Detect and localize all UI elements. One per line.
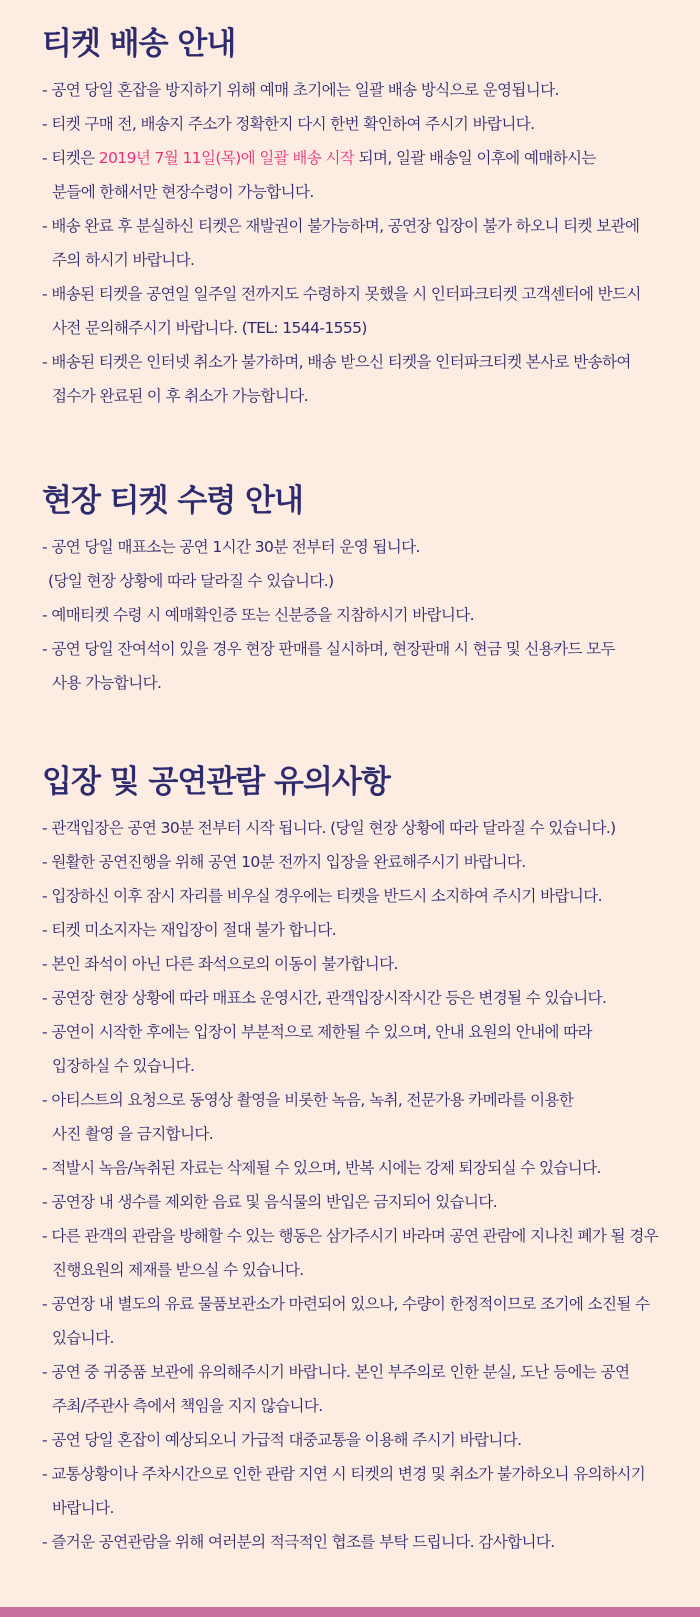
delivery-line-5-cont: 사전 문의해주시기 바랍니다. (TEL: 1544-1555) bbox=[52, 319, 367, 337]
delivery-line-3-cont: 분들에 한해서만 현장수령이 가능합니다. bbox=[52, 183, 314, 201]
onsite-line-1: - 공연 당일 매표소는 공연 1시간 30분 전부터 운영 됩니다. bbox=[42, 538, 420, 556]
notice-line-13: - 공연 중 귀중품 보관에 유의해주시기 바랍니다. 본인 부주의로 인한 분실, 도난 등에는 공연 bbox=[42, 1363, 630, 1381]
notice-line-12: - 공연장 내 별도의 유료 물품보관소가 마련되어 있으나, 수량이 한정적이므로 조기에 소진될 수 bbox=[42, 1295, 650, 1313]
notice-line-7: - 공연이 시작한 후에는 입장이 부분적으로 제한될 수 있으며, 안내 요원의 안내에 따라 bbox=[42, 1023, 592, 1041]
notice-line-9: - 적발시 녹음/녹취된 자료는 삭제될 수 있으며, 반복 시에는 강제 퇴장되실 수 있습니다. bbox=[42, 1159, 601, 1177]
delivery-line-4: - 배송 완료 후 분실하신 티켓은 재발권이 불가능하며, 공연장 입장이 불가 하오니 티켓 보관에 bbox=[42, 217, 640, 235]
notice-line-7-cont: 입장하실 수 있습니다. bbox=[52, 1057, 195, 1075]
onsite-line-1-cont: (당일 현장 상황에 따라 달라질 수 있습니다.) bbox=[48, 572, 334, 590]
notice-line-3: - 입장하신 이후 잠시 자리를 비우실 경우에는 티켓을 반드시 소지하여 주시기 바랍니다. bbox=[42, 887, 602, 905]
notice-line-11: - 다른 관객의 관람을 방해할 수 있는 행동은 삼가주시기 바라며 공연 관람에 지나친 폐가 될 경우 bbox=[42, 1227, 659, 1245]
delivery-section bbox=[42, 22, 672, 413]
notice-line-12-cont: 있습니다. bbox=[52, 1329, 114, 1347]
notice-line-8-cont: 사진 촬영 을 금지합니다. bbox=[52, 1125, 214, 1143]
notice-line-13-cont: 주최/주관사 측에서 책임을 지지 않습니다. bbox=[52, 1397, 323, 1415]
notice-line-11-cont: 진행요원의 제재를 받으실 수 있습니다. bbox=[52, 1261, 304, 1279]
delivery-line-6-cont: 접수가 완료된 이 후 취소가 가능합니다. bbox=[52, 387, 308, 405]
onsite-section bbox=[42, 479, 672, 700]
notice-line-15-cont: 바랍니다. bbox=[52, 1499, 114, 1517]
notice-line-2: - 원활한 공연진행을 위해 공연 10분 전까지 입장을 완료해주시기 바랍니다. bbox=[42, 853, 526, 871]
notice-line-16: - 즐거운 공연관람을 위해 여러분의 적극적인 협조를 부탁 드립니다. 감사합니다. bbox=[42, 1533, 555, 1551]
notice-line-5: - 본인 좌석이 아닌 다른 좌석으로의 이동이 불가합니다. bbox=[42, 955, 398, 973]
onsite-line-3: - 공연 당일 잔여석이 있을 경우 현장 판매를 실시하며, 현장판매 시 현금 및 신용카드 모두 bbox=[42, 640, 615, 658]
notice-line-4: - 티켓 미소지자는 재입장이 절대 불가 합니다. bbox=[42, 921, 336, 939]
notice-line-8: - 아티스트의 요청으로 동영상 촬영을 비롯한 녹음, 녹취, 전문가용 카메라를 이용한 bbox=[42, 1091, 574, 1109]
delivery-line-2: - 티켓 구매 전, 배송지 주소가 정확한지 다시 한번 확인하여 주시기 바랍니다. bbox=[42, 115, 535, 133]
delivery-line-4-cont: 주의 하시기 바랍니다. bbox=[52, 251, 195, 269]
delivery-line-1: - 공연 당일 혼잡을 방지하기 위해 예매 초기에는 일괄 배송 방식으로 운영됩니다. bbox=[42, 81, 559, 99]
onsite-line-3-cont: 사용 가능합니다. bbox=[52, 674, 162, 692]
notice-line-10: - 공연장 내 생수를 제외한 음료 및 음식물의 반입은 금지되어 있습니다. bbox=[42, 1193, 498, 1211]
delivery-date-highlight: 2019년 7월 11일(목)에 일괄 배송 시작 bbox=[98, 149, 355, 167]
delivery-line-3-post: 되며, 일괄 배송일 이후에 예매하시는 bbox=[354, 149, 596, 167]
notice-line-15: - 교통상황이나 주차시간으로 인한 관람 지연 시 티켓의 변경 및 취소가 불가하오니 유의하시기 bbox=[42, 1465, 646, 1483]
delivery-line-3 bbox=[42, 141, 672, 175]
delivery-line-5: - 배송된 티켓을 공연일 일주일 전까지도 수령하지 못했을 시 인터파크티켓 고객센터에 반드시 bbox=[42, 285, 641, 303]
onsite-line-2: - 예매티켓 수령 시 예매확인증 또는 신분증을 지참하시기 바랍니다. bbox=[42, 606, 475, 624]
delivery-line-6: - 배송된 티켓은 인터넷 취소가 불가하며, 배송 받으신 티켓을 인터파크티켓 본사로 반송하여 bbox=[42, 353, 631, 371]
delivery-title: 티켓 배송 안내 bbox=[42, 26, 236, 62]
notice-section bbox=[42, 760, 672, 1559]
delivery-line-3-pre: - 티켓은 bbox=[42, 149, 99, 167]
notice-title: 입장 및 공연관람 유의사항 bbox=[42, 764, 390, 800]
bottom-bar bbox=[0, 1607, 700, 1617]
notice-line-1: - 관객입장은 공연 30분 전부터 시작 됩니다. (당일 현장 상황에 따라 달라질 수 있습니다.) bbox=[42, 819, 616, 837]
notice-line-6: - 공연장 현장 상황에 따라 매표소 운영시간, 관객입장시작시간 등은 변경될 수 있습니다. bbox=[42, 989, 607, 1007]
notice-line-14: - 공연 당일 혼잡이 예상되오니 가급적 대중교통을 이용해 주시기 바랍니다. bbox=[42, 1431, 522, 1449]
onsite-title: 현장 티켓 수령 안내 bbox=[42, 483, 303, 519]
